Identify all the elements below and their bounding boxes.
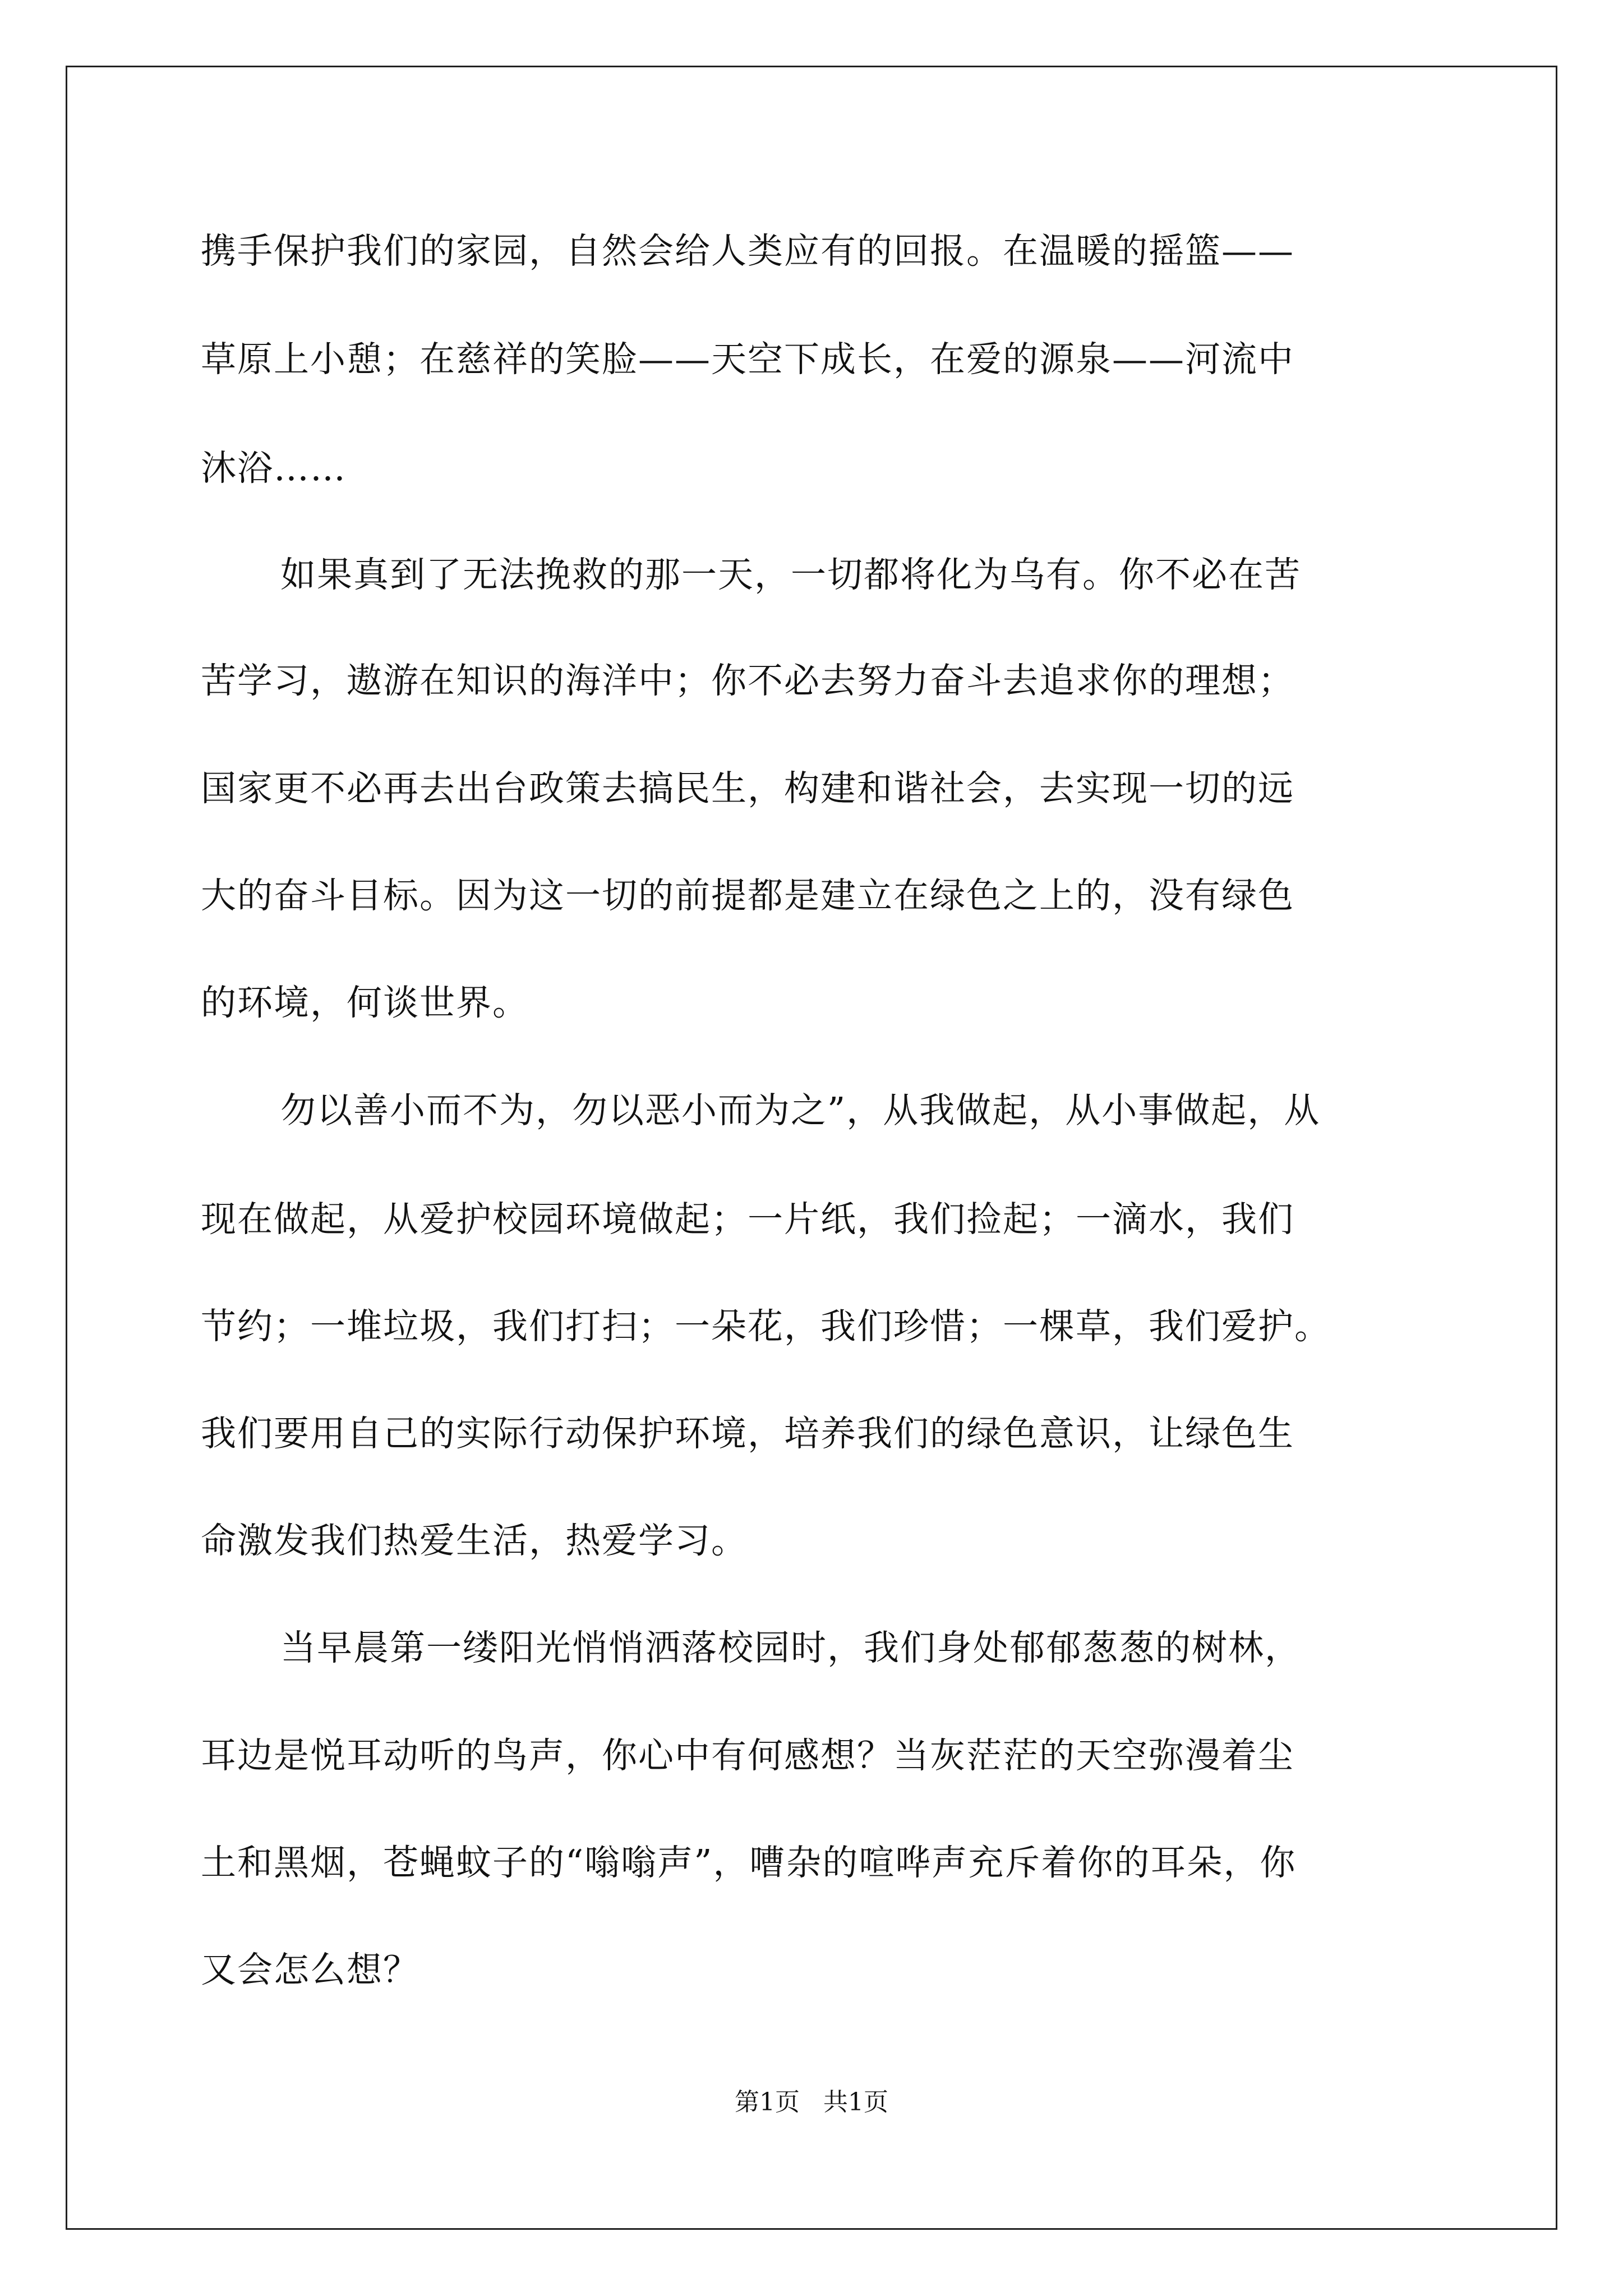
paragraph-start-line: 当早晨第一缕阳光悄悄洒落校园时，我们身处郁郁葱葱的树林， (280, 1627, 1301, 1668)
text-line: 耳边是悦耳动听的鸟声，你心中有何感想？当灰茫茫的天空弥漫着尘 (201, 1735, 1294, 1776)
page-footer (0, 2087, 1623, 2118)
paragraph-start-line: 如果真到了无法挽救的那一天，一切都将化为乌有。你不必在苦 (280, 554, 1301, 595)
page-frame (66, 66, 1557, 2230)
text-line: 土和黑烟，苍蝇蚊子的“嗡嗡声”，嘈杂的喧哗声充斥着你的耳朵，你 (201, 1842, 1297, 1883)
text-line: 现在做起，从爱护校园环境做起；一片纸，我们捡起；一滴水，我们 (201, 1199, 1294, 1240)
text-line: 我们要用自己的实际行动保护环境，培养我们的绿色意识，让绿色生 (201, 1413, 1294, 1454)
text-line: 大的奋斗目标。因为这一切的前提都是建立在绿色之上的，没有绿色 (201, 875, 1294, 916)
text-line: 携手保护我们的家园，自然会给人类应有的回报。在温暖的摇篮—— (201, 231, 1294, 272)
text-line: 命激发我们热爱生活，热爱学习。 (201, 1520, 748, 1561)
text-line: 的环境，何谈世界。 (201, 982, 529, 1023)
text-line: 国家更不必再去出台政策去搞民生，构建和谐社会，去实现一切的远 (201, 768, 1294, 809)
paragraph-start-line: 勿以善小而不为，勿以恶小而为之”，从我做起，从小事做起，从 (280, 1090, 1321, 1131)
page-total: 共1页 (823, 2088, 888, 2116)
text-line: 苦学习，遨游在知识的海洋中；你不必去努力奋斗去追求你的理想； (201, 660, 1294, 701)
text-line: 沐浴…… (201, 448, 347, 489)
text-line: 节约；一堆垃圾，我们打扫；一朵花，我们珍惜；一棵草，我们爱护。 (201, 1306, 1331, 1347)
text-line: 草原上小憩；在慈祥的笑脸——天空下成长，在爱的源泉——河流中 (201, 339, 1294, 380)
text-line: 又会怎么想？ (201, 1949, 419, 1990)
page-number: 第1页 (735, 2088, 800, 2116)
